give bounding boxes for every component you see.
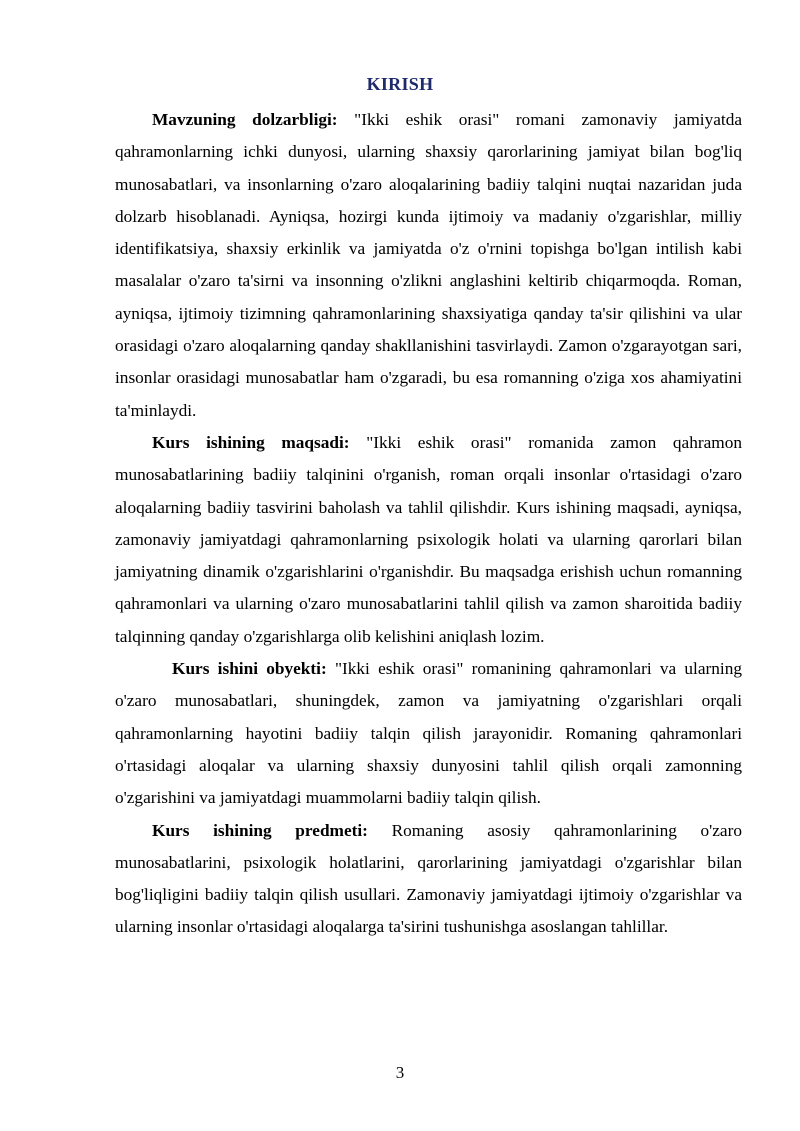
paragraph-goal bbox=[115, 427, 742, 653]
section-title: KIRISH bbox=[366, 74, 434, 94]
page-number: 3 bbox=[395, 1063, 405, 1082]
paragraph-body: "Ikki eshik orasi" romanida zamon qahramon munosabatlarining badiiy talqinini o'rganish, roman orqali insonlar o'rtasidagi o'zaro aloqalarning badiiy tasvirini baholash va tahlil qilishdir. Kurs ishining maqsadi, ayniqsa, zamonaviy jamiyatdagi qahramonlarning psixologik holati va ularning qarorlari bilan jamiyatning dinamik o'zgarishlarini o'rganishdir. Bu maqsadga erishish uchun romanning qahramonlari va ularning o'zaro munosabatlarini tahlil qilish va zamon sharoitida badiiy talqinning qanday o'zgarishlarga olib kelishini aniqlash lozim. bbox=[115, 432, 742, 646]
paragraph-lead: Kurs ishining predmeti: bbox=[152, 820, 368, 840]
paragraph-object bbox=[115, 653, 742, 814]
body-text bbox=[115, 104, 742, 944]
paragraph-body: Romaning asosiy qahramonlarining o'zaro munosabatlarini, psixologik holatlarini, qarorlarining jamiyatdagi o'zgarishlar bilan bog'liqligini badiiy talqin qilish usullari. Zamonaviy jamiyatdagi ijtimoiy o'zgarishlar va ularning insonlar o'rtasidagi aloqalarga ta'sirini tushunishga asoslangan tahlillar. bbox=[115, 820, 742, 937]
paragraph-lead: Mavzuning dolzarbligi: bbox=[152, 110, 338, 129]
paragraph-lead: Kurs ishini obyekti: bbox=[172, 659, 327, 679]
paragraph-body: "Ikki eshik orasi" romani zamonaviy jamiyatda qahramonlarning ichki dunyosi, ularning shaxsiy qarorlarining jamiyat bilan bog'liq munosabatlari, va insonlarning o'zaro aloqalarining badiiy talqini nuqtai nazaridan juda dolzarb hisoblanadi. Ayniqsa, hozirgi kunda ijtimoiy va madaniy o'zgarishlar, milliy identifikatsiya, shaxsiy erkinlik va jamiyatda o'z o'rnini topishga bo'lgan intilish kabi masalalar o'zaro ta'sirni va insonning o'zlikni anglashini keltirib chiqarmoqda. Roman, ayniqsa, ijtimoiy tizimning qahramonlarining shaxsiyatiga qanday ta'sir qilishini va ular orasidagi o'zaro aloqalarning qanday shakllanishini tasvirlaydi. Zamon o'zgarayotgan sari, insonlar orasidagi munosabatlar ham o'zgaradi, bu esa romanning o'ziga xos ahamiyatini ta'minlaydi. bbox=[115, 110, 742, 420]
paragraph-lead: Kurs ishining maqsadi: bbox=[152, 432, 350, 452]
paragraph-body: "Ikki eshik orasi" romanining qahramonlari va ularning o'zaro munosabatlari, shuningdek, zamon va jamiyatning o'zgarishlari orqali qahramonlarning hayotini badiiy talqin qilish jarayonidir. Romaning qahramonlari o'rtasidagi aloqalar va ularning shaxsiy dunyosini tahlil qilish orqali zamonning o'zgarishini va jamiyatdagi muammolarni badiiy talqin qilish. bbox=[115, 659, 742, 808]
paragraph-relevance bbox=[115, 104, 742, 427]
paragraph-subject bbox=[115, 815, 742, 944]
